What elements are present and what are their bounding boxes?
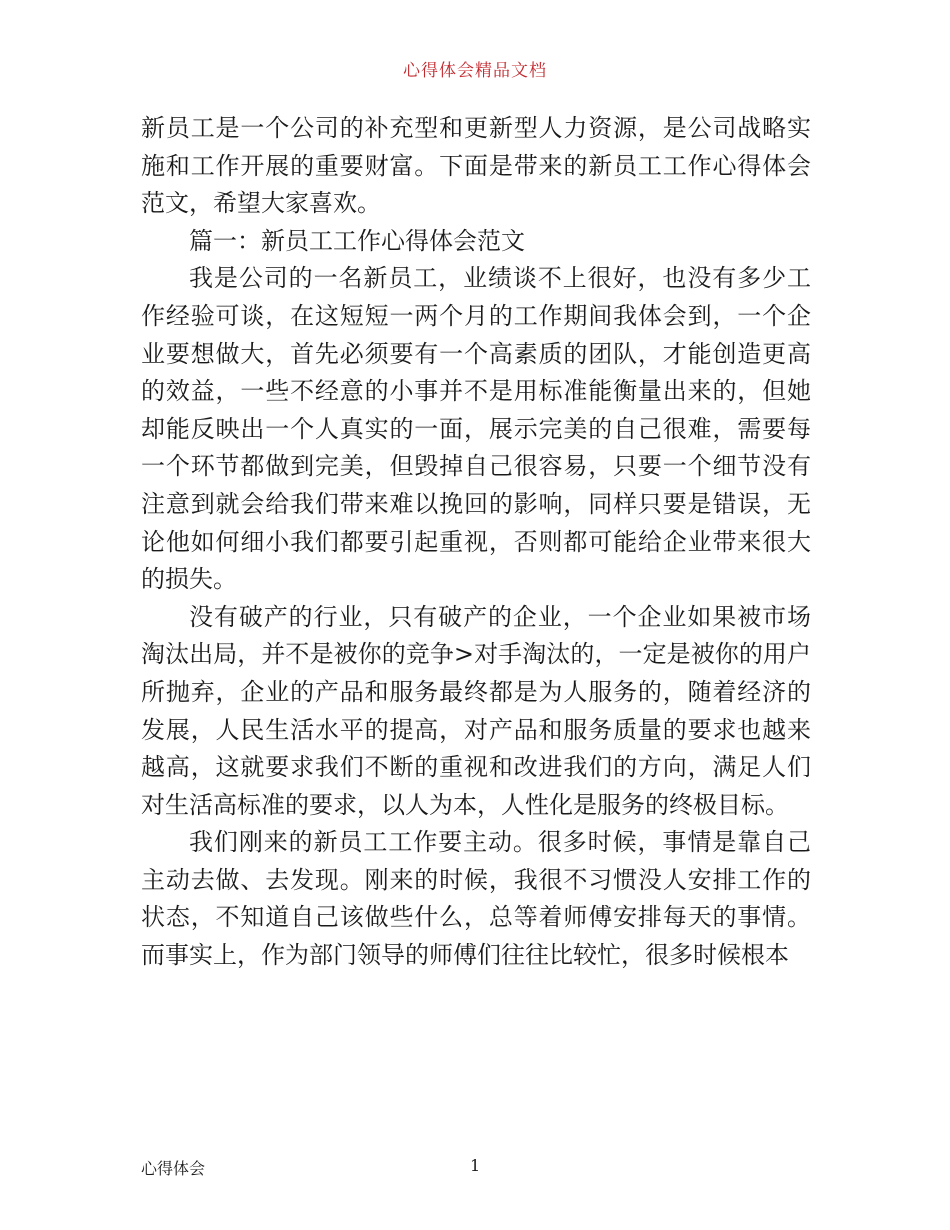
page-number: 1 (470, 1156, 481, 1175)
paragraph: 我是公司的一名新员工，业绩谈不上很好，也没有多少工作经验可谈，在这短短一两个月的工作期间我体会到，一个企业要想做大，首先必须要有一个高素质的团队，才能创造更高的效益，一些不经意的小事并不是用标准能衡量出来的，但她却能反映出一个人真实的一面，展示完美的自己很难，需要每一个环节都做到完美，但毁掉自己很容易，只要一个细节没有注意到就会给我们带来难以挽回的影响，同样只要是错误，无论他如何细小我们都要引起重视，否则都可能给企业带来很大的损失。 (141, 264, 811, 594)
page-header-title: 心得体会精品文档 (403, 61, 547, 81)
paragraph-intro: 新员工是一个公司的补充型和更新型人力资源，是公司战略实施和工作开展的重要财富。下面是带来的新员工工作心得体会范文，希望大家喜欢。 (141, 114, 811, 218)
footer-label: 心得体会 (141, 1159, 206, 1178)
section-heading: 篇一：新员工工作心得体会范文 (189, 226, 525, 255)
document-body (141, 110, 811, 975)
paragraph: 没有破产的行业，只有破产的企业，一个企业如果被市场淘汰出局，并不是被你的竞争>对手淘汰的，一定是被你的用户所抛弃，企业的产品和服务最终都是为人服务的，随着经济的发展，人民生活水平的提高，对产品和服务质量的要求也越来越高，这就要求我们不断的重视和改进我们的方向，满足人们对生活高标准的要求，以人为本，人性化是服务的终极目标。 (141, 602, 811, 819)
paragraph: 我们刚来的新员工工作要主动。很多时候，事情是靠自己主动去做、去发现。刚来的时候，我很不习惯没人安排工作的状态，不知道自己该做些什么，总等着师傅安排每天的事情。而事实上，作为部门领导的师傅们往往比较忙，很多时候根本 (141, 828, 811, 970)
